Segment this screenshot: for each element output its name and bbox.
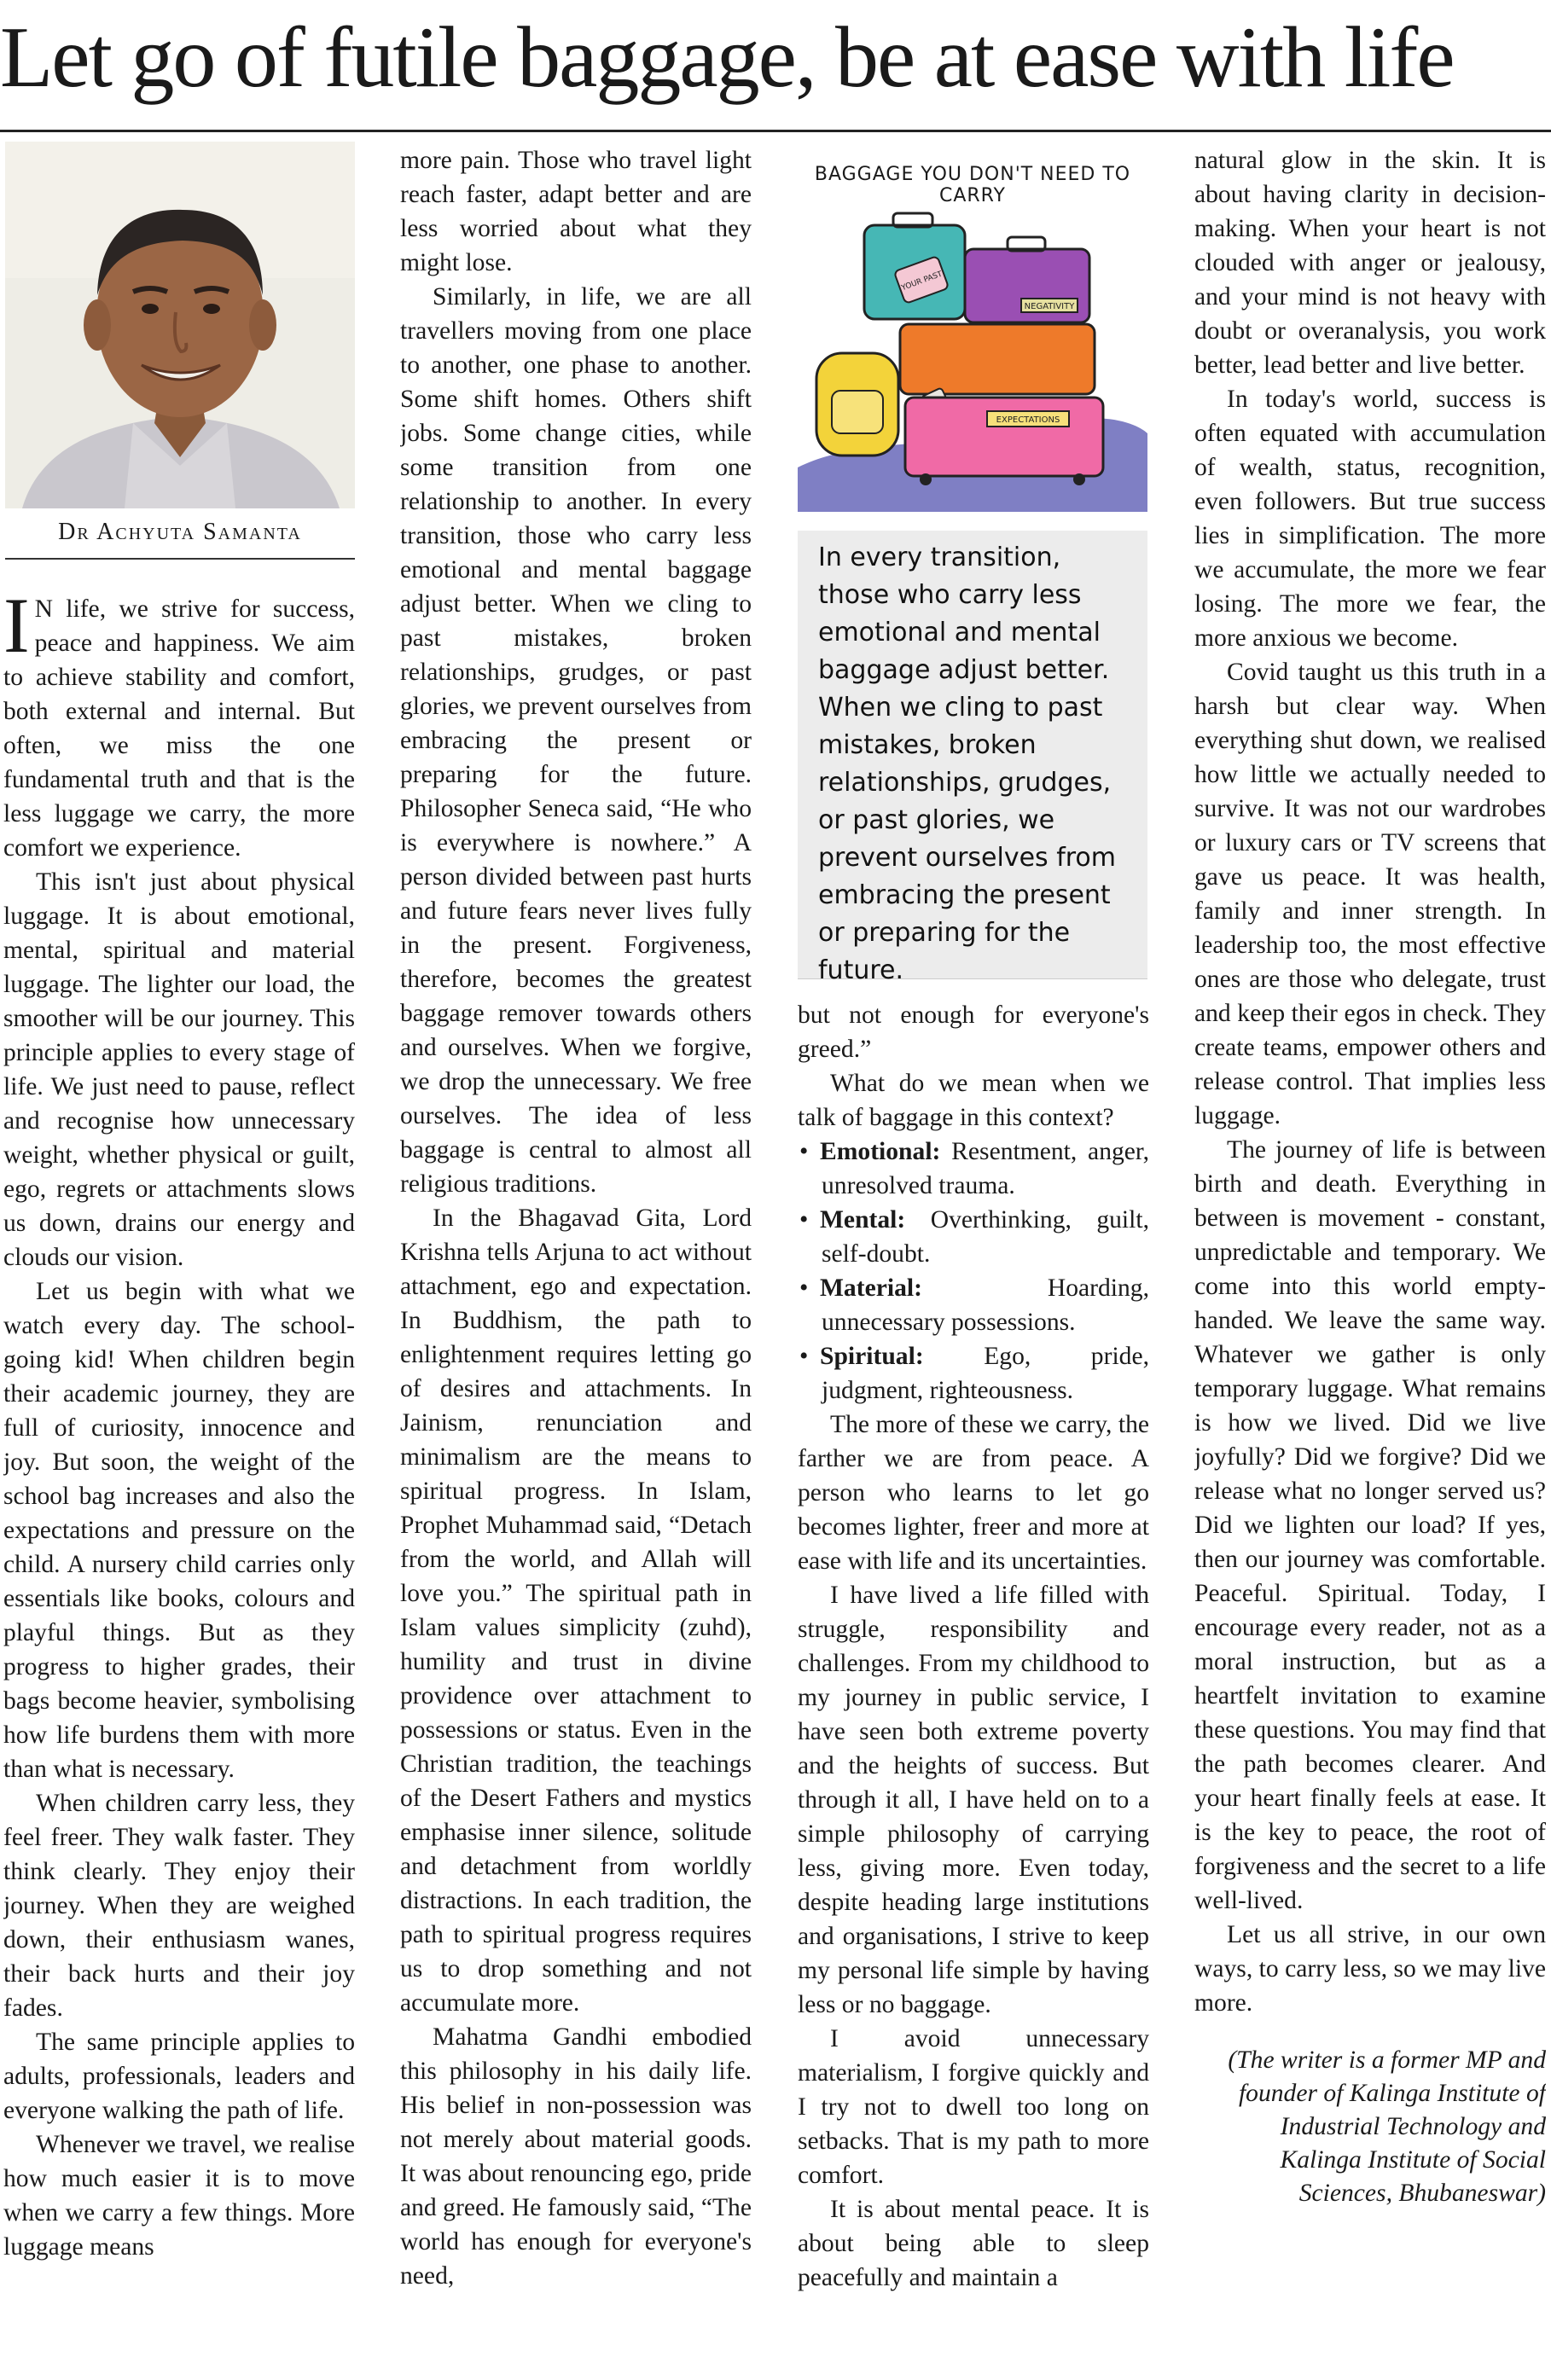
paragraph: In today's world, success is often equated with accumulation of wealth, status, recognition, even followers. But true success lies in simplification. The more we accumulate, the more we fear losing. The more we fear, the more anxious we become.: [1194, 386, 1546, 652]
list-item: • Emotional: Resentment, anger, unresolved trauma.: [799, 1138, 1149, 1199]
paragraph: This isn't just about physical luggage. It is about emotional, mental, spiritual and material luggage. The lighter our load, the smoother will be our journey. This principle applies to every stage of life. We just need to pause, reflect and recognise how unnecessary weight, whether physical or guilt, ego, regrets or attachments slows us down, drains our energy and clouds our vision.: [3, 868, 355, 1271]
list-term: Material:: [820, 1274, 922, 1302]
label-your-past: YOUR PAST: [900, 270, 944, 293]
baggage-illustration: [798, 143, 1147, 512]
list-text: Hoarding, unnecessary possessions.: [822, 1274, 1149, 1336]
list-text: Resentment, anger, unresolved trauma.: [822, 1138, 1149, 1199]
author-byline: Dr Achyuta Samanta: [58, 519, 302, 545]
paragraph: Let us all strive, in our own ways, to carry less, so we may live more.: [1194, 1921, 1546, 2017]
paragraph: The journey of life is between birth and death. Everything in between is movement - constant, unpredictable and temporary. We come into this world empty-handed. We leave the same way. Whatever we gather is only temporary luggage. What remains is how we lived. Did we live joyfully? Did we forgive? Did we release what no longer served us? Did we lighten our load? If yes, then our journey was comfortable. Peaceful. Spiritual. Today, I encourage every reader, not as a moral instruction, but as a heartfelt invitation to examine these questions. You may find that the path becomes clearer. And your heart finally feels at ease. It is the key to peace, the root of forgiveness and the secret to a life well-lived.: [1194, 1136, 1546, 1914]
paragraph: I avoid unnecessary materialism, I forgive quickly and I try not to dwell too long on setbacks. That is my path to more comfort.: [798, 2025, 1149, 2189]
list-term: Mental:: [820, 1206, 906, 1234]
paragraph: but not enough for everyone's greed.”: [798, 1001, 1149, 1063]
byline-rule: [5, 558, 355, 560]
paragraph: It is about mental peace. It is about being able to sleep peacefully and maintain a: [798, 2196, 1149, 2291]
paragraph: Whenever we travel, we realise how much easier it is to move when we carry a few things. More luggage means: [3, 2131, 355, 2261]
author-photo: [5, 142, 355, 508]
paragraph: The same principle applies to adults, professionals, leaders and everyone walking the path of life.: [3, 2029, 355, 2124]
baggage-list: [798, 1135, 1149, 1408]
paragraph: Covid taught us this truth in a harsh but clear way. When everything shut down, we realised how little we actually needed to survive. It was not our wardrobes or luxury cars or TV screens that gave us peace. It was health, family and inner strength. In leadership too, the most effective ones are those who delegate, trust and keep their egos in check. They create teams, empower others and release control. That implies less luggage.: [1194, 659, 1546, 1129]
paragraph: natural glow in the skin. It is about having clarity in decision-making. When your heart is not clouded with anger or jealousy, and your mind is not heavy with doubt or overanalysis, you work better, lead better and live better.: [1194, 147, 1546, 379]
drop-cap: I: [3, 592, 30, 669]
article-column-4: [1194, 143, 1546, 2375]
list-item: • Material: Hoarding, unnecessary possessions.: [799, 1274, 1149, 1336]
list-term: Spiritual:: [820, 1343, 924, 1370]
paragraph: N life, we strive for success, peace and happiness. We aim to achieve stability and comfort, both external and internal. But often, we miss the one fundamental truth and that is the less luggage we carry, the more comfort we experience.: [3, 595, 355, 862]
list-term: Emotional:: [820, 1138, 941, 1165]
paragraph: When children carry less, they feel freer. They walk faster. They think clearly. They enjoy their journey. When they are weighed down, their enthusiasm wanes, their back hurts and their joy fades.: [3, 1790, 355, 2022]
pull-quote: In every transition, those who carry less emotional and mental baggage adjust better. When we cling to past mistakes, broken relationships, grudges, or past glories, we prevent ourselves from embracing the present or preparing for the future.: [818, 543, 1117, 985]
paragraph: I have lived a life filled with struggle, responsibility and challenges. From my childhood to my journey in public service, I have seen both extreme poverty and the heights of success. But through it all, I have held on to a simple philosophy of carrying less, giving more. Even today, despite heading large institutions and organisations, I strive to keep my personal life simple by having less or no baggage.: [798, 1582, 1149, 2018]
paragraph: What do we mean when we talk of baggage in this context?: [798, 1070, 1149, 1131]
headline: Let go of futile baggage, be at ease with life: [0, 9, 1454, 106]
paragraph: more pain. Those who travel light reach faster, adapt better and are less worried about what they might lose.: [400, 147, 752, 276]
paragraph: Similarly, in life, we are all travellers moving from one place to another, one phase to another. Some shift homes. Others shift jobs. Some change cities, while some transition from one relationship to another. In every transition, those who carry less emotional and mental baggage adjust better. When we cling to past mistakes, broken relationships, grudges, or past glories, we prevent ourselves from embracing the present or preparing for the future. Philosopher Seneca said, “He who is everywhere is nowhere.” A person divided between past hurts and future fears never lives fully in the present. Forgiveness, therefore, becomes the greatest baggage remover towards others and ourselves. When we forgive, we drop the unnecessary. We free ourselves. The idea of less baggage is central to almost all religious traditions.: [400, 283, 752, 1198]
article-column-2: [400, 143, 752, 2375]
pull-quote-box: [798, 531, 1147, 985]
author-note: (The writer is a former MP and founder of Kalinga Institute of Industrial Technology and Kalinga Institute of Social Sciences, Bhubaneswar): [1228, 2046, 1546, 2207]
paragraph: Let us begin with what we watch every day. The school-going kid! When children begin their academic journey, they are full of curiosity, innocence and joy. But soon, the weight of the school bag increases and also the expectations and pressure on the child. A nursery child carries only essentials like books, colours and playful things. But as they progress to higher grades, their bags become heavier, symbolising how life burdens them with more than what is necessary.: [3, 1278, 355, 1783]
paragraph: In the Bhagavad Gita, Lord Krishna tells Arjuna to act without attachment, ego and expectation. In Buddhism, the path to enlightenment requires letting go of desires and attachments. In Jainism, renunciation and minimalism are the means to spiritual progress. In Islam, Prophet Muhammad said, “Detach from the world, and Allah will love you.” The spiritual path in Islam values simplicity (zuhd), humility and trust in divine providence over attachment to possessions or status. Even in the Christian tradition, the teachings of the Desert Fathers and mystics emphasise inner silence, solitude and detachment from worldly distractions. In each tradition, the path to spiritual progress requires us to drop something and not accumulate more.: [400, 1205, 752, 2017]
headline-rule: [0, 130, 1551, 132]
label-negativity: NEGATIVITY: [1024, 302, 1075, 311]
list-text: Ego, pride, judgment, righteousness.: [822, 1343, 1149, 1404]
article-column-3: [798, 998, 1149, 2375]
list-item: • Spiritual: Ego, pride, judgment, righteousness.: [799, 1343, 1149, 1404]
label-expectations: EXPECTATIONS: [996, 415, 1060, 425]
list-text: Overthinking, guilt, self-doubt.: [822, 1206, 1149, 1268]
paragraph: Mahatma Gandhi embodied this philosophy in his daily life. His belief in non-possession was not merely about material goods. It was about renouncing ego, pride and greed. He famously said, “The world has enough for everyone's need,: [400, 2023, 752, 2290]
list-item: • Mental: Overthinking, guilt, self-doubt.: [799, 1206, 1149, 1268]
article-column-1: [3, 592, 355, 2375]
paragraph: The more of these we carry, the farther we are from peace. A person who learns to let go becomes lighter, freer and more at ease with life and its uncertainties.: [798, 1411, 1149, 1575]
illustration-title: BAGGAGE YOU DON'T NEED TO CARRY: [814, 164, 1131, 206]
